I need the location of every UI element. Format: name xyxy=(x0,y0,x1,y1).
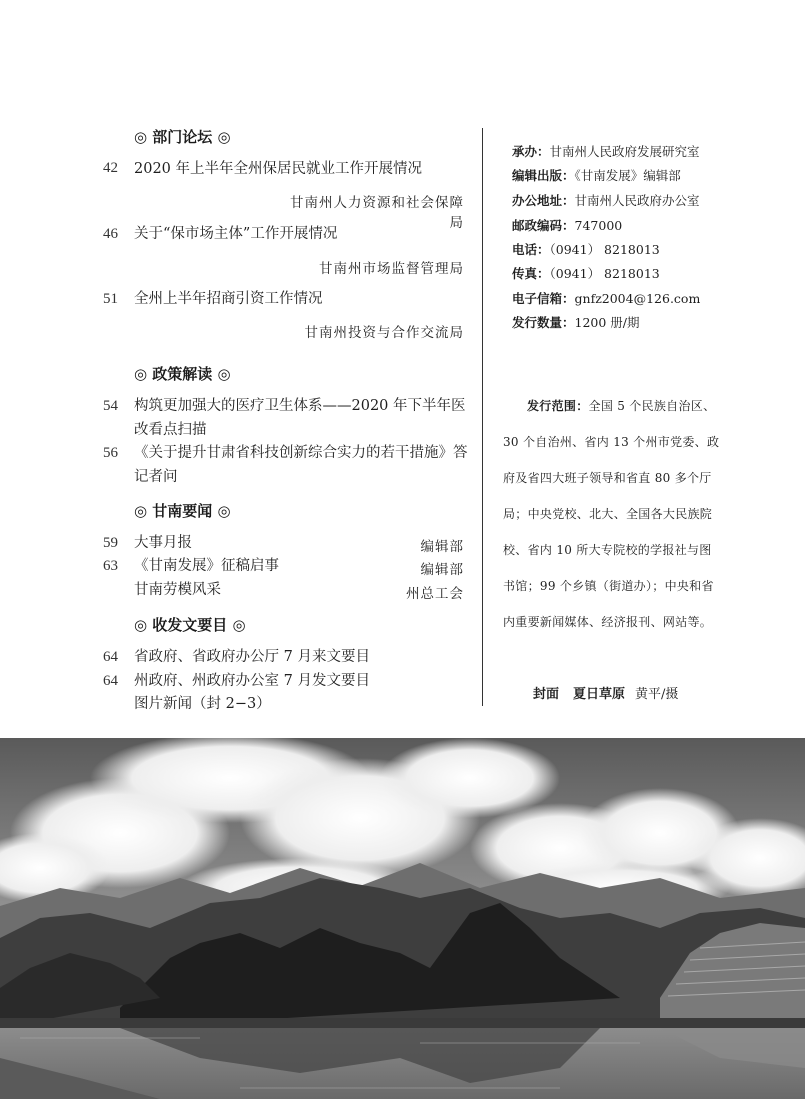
article-title[interactable]: 大事月报 xyxy=(134,535,192,551)
article-source: 甘南州人力资源和社会保障局 xyxy=(290,195,464,231)
section-heading-news: ◎ 甘南要闻 ◎ xyxy=(134,502,231,520)
article-source: 甘南州投资与合作交流局 xyxy=(304,325,464,341)
column-divider xyxy=(482,128,483,706)
page-number: 64 xyxy=(103,649,118,665)
article-source: 州总工会 xyxy=(406,586,464,602)
info-editor: 编辑出版：《甘南发展》编辑部 xyxy=(512,168,681,183)
article-title[interactable]: 图片新闻（封 2−3） xyxy=(134,696,271,712)
article-title[interactable]: 关于“保市场主体”工作开展情况 xyxy=(134,226,338,242)
page-number: 42 xyxy=(103,160,118,176)
page-number: 59 xyxy=(103,535,118,551)
page-number: 64 xyxy=(103,673,118,689)
page-number: 54 xyxy=(103,398,118,414)
section-heading-forum: ◎ 部门论坛 ◎ xyxy=(134,128,231,146)
article-title[interactable]: 州政府、州政府办公室 7 月发文要目 xyxy=(134,673,370,689)
info-organizer: 承办：甘南州人民政府发展研究室 xyxy=(512,144,700,159)
article-title[interactable]: 《关于提升甘肃省科技创新综合实力的若干措施》答记者问 xyxy=(134,445,468,485)
info-address: 办公地址：甘南州人民政府办公室 xyxy=(512,193,700,208)
info-fax: 传真：（0941） 8218013 xyxy=(512,266,660,281)
page-number: 46 xyxy=(103,226,118,242)
article-source: 编辑部 xyxy=(420,539,464,555)
article-title[interactable]: 全州上半年招商引资工作情况 xyxy=(134,291,323,307)
distribution-scope: 发行范围：全国 5 个民族自治区、30 个自治州、省内 13 个州市党委、政府及省四大班子领导和省直 80 多个厅局；中央党校、北大、全国各大民族院校、省内 10 所大专院校的学报社与图书馆；99 个乡镇（街道办）；中央和省内重要新闻媒体、经济报刊、网站等。 xyxy=(503,399,720,629)
section-heading-policy: ◎ 政策解读 ◎ xyxy=(134,365,231,383)
cover-credit: 封面 夏日草原 黄平/摄 xyxy=(533,687,679,702)
article-source: 编辑部 xyxy=(420,562,464,578)
info-phone: 电话：（0941） 8218013 xyxy=(512,242,660,257)
article-title[interactable]: 甘南劳模风采 xyxy=(134,582,221,598)
section-heading-documents: ◎ 收发文要目 ◎ xyxy=(134,616,246,634)
info-postcode: 邮政编码：747000 xyxy=(512,218,623,233)
cover-landscape-photo xyxy=(0,738,805,1099)
page-number: 63 xyxy=(103,558,118,574)
article-source: 甘南州市场监督管理局 xyxy=(319,261,464,277)
info-circulation: 发行数量：1200 册/期 xyxy=(512,315,640,330)
article-title[interactable]: 2020 年上半年全州保居民就业工作开展情况 xyxy=(134,161,423,177)
article-title[interactable]: 省政府、省政府办公厅 7 月来文要目 xyxy=(134,649,370,665)
article-title[interactable]: 《甘南发展》征稿启事 xyxy=(134,558,279,574)
page-number: 56 xyxy=(103,445,118,461)
info-email[interactable]: 电子信箱：gnfz2004@126.com xyxy=(512,291,701,306)
article-title[interactable]: 构筑更加强大的医疗卫生体系——2020 年下半年医改看点扫描 xyxy=(134,398,466,438)
page-number: 51 xyxy=(103,291,118,307)
